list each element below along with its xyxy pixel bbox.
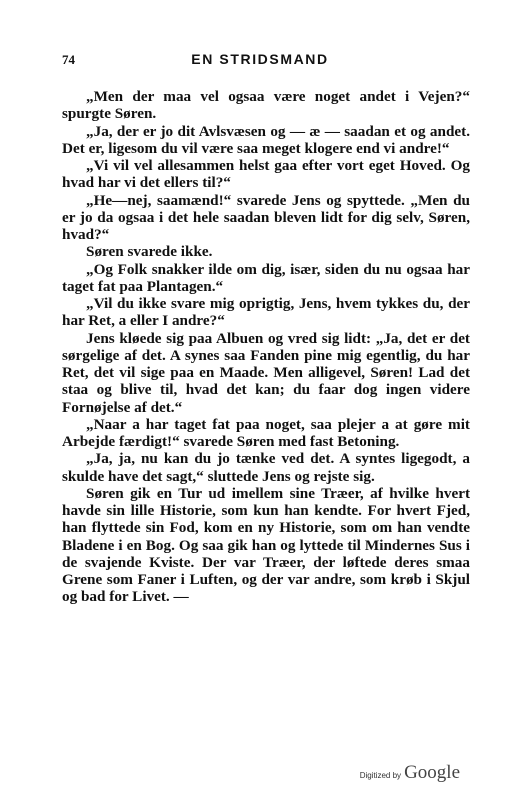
paragraph: Søren gik en Tur ud imellem sine Træer, af hvilke hvert havde sin lille Historie, som kun han kendte. For hvert Fjed, han flyttede sin Fod, kom en ny Historie, som om han vendte Bladene i en Bog. Og saa gik han og lyttede til Mindernes Sus i de svajende Kviste. Der var Træer, der løftede deres smaa Grene som Faner i Luften, og der var andre, som krøb i Skjul og bad for Livet. — [62, 484, 470, 606]
paragraph: „Vil du ikke svare mig oprigtig, Jens, hvem tykkes du, der har Ret, a eller I andre?“ [62, 295, 470, 330]
paragraph: „Ja, der er jo dit Avlsvæsen og — æ — saadan et og andet. Det er, ligesom du vil være saa meget klogere end vi andre!“ [62, 122, 470, 157]
paragraph: „Og Folk snakker ilde om dig, især, siden du nu ogsaa har taget fat paa Plantagen.“ [62, 260, 470, 295]
body-text [62, 88, 470, 606]
paragraph: Søren svarede ikke. [86, 243, 213, 261]
paragraph: Jens kløede sig paa Albuen og vred sig lidt: „Ja, det er det sørgelige af det. A synes saa Fanden pine mig egentlig, du har Ret, det vil sige paa en Maade. Men alligevel, Søren! Lad det staa og blive til, hvad det kan; du faar dog ingen videre Fornøjelse af det.“ [62, 329, 470, 416]
page-number: 74 [62, 52, 75, 67]
google-logo: Google [404, 762, 460, 783]
paragraph: „He—nej, saamænd!“ svarede Jens og spyttede. „Men du er jo da ogsaa i det hele saadan bleven lidt for dig selv, Søren, hvad?“ [62, 191, 470, 243]
paragraph: „Ja, ja, nu kan du jo tænke ved det. A syntes ligegodt, a skulde have det sagt,“ sluttede Jens og rejste sig. [62, 450, 470, 485]
paragraph: „Men der maa vel ogsaa være noget andet i Vejen?“ spurgte Søren. [62, 88, 470, 123]
paragraph: „Naar a har taget fat paa noget, saa plejer a at gøre mit Arbejde færdigt!“ svarede Søren med fast Betoning. [62, 415, 470, 450]
digitization-watermark [360, 762, 460, 784]
paragraph: „Vi vil vel allesammen helst gaa efter vort eget Hoved. Og hvad har vi det ellers til?“ [62, 157, 470, 192]
running-head: EN STRIDSMAND [191, 51, 329, 67]
digitized-by-label: Digitized by [359, 771, 402, 780]
